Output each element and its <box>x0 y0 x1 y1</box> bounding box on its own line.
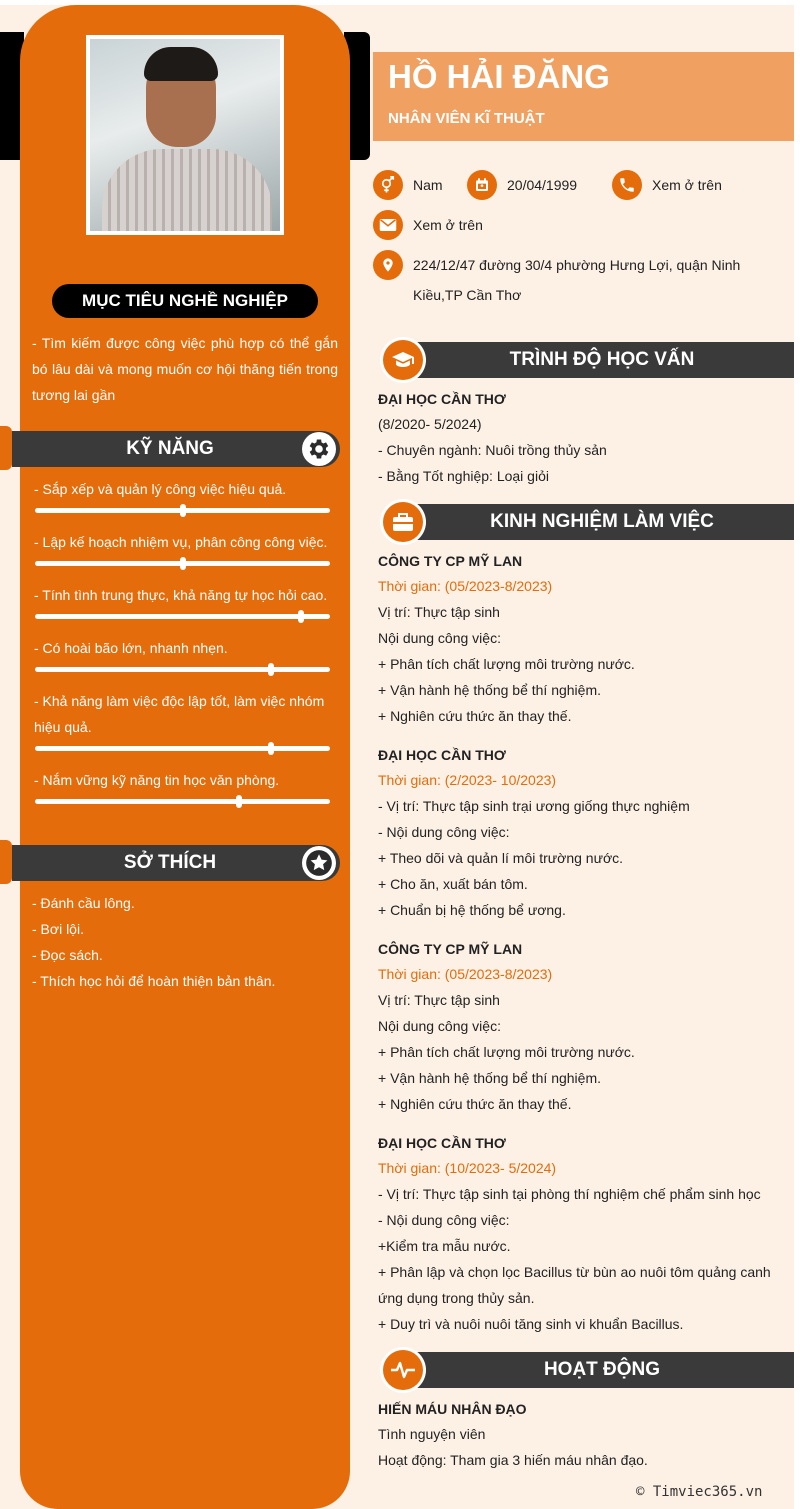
email: Xem ở trên <box>413 217 483 233</box>
experience-entry <box>378 1131 788 1337</box>
birthday: 20/04/1999 <box>507 177 578 193</box>
hobbies-header <box>0 845 340 881</box>
footer-watermark: © Timviec365.vn <box>636 1484 763 1500</box>
hobbies-title: SỞ THÍCH <box>123 852 217 873</box>
graduation-cap-icon <box>383 340 423 380</box>
experience-entry <box>378 937 788 1117</box>
skill-item: - Lập kế hoạch nhiệm vụ, phân công công việc. <box>34 534 328 550</box>
experience-line: + Cho ăn, xuất bán tôm. <box>378 876 528 892</box>
objective-text: - Tìm kiếm được công việc phù hợp có thể gắn bó lâu dài và mong muốn cơ hội thăng tiến trong tương lai gần <box>32 335 338 403</box>
location-icon <box>373 250 403 280</box>
hobbies-list <box>32 890 275 994</box>
gender-icon <box>373 170 403 200</box>
experience-time: Thời gian: (05/2023-8/2023) <box>378 578 553 594</box>
email-icon <box>373 210 403 240</box>
education-entry <box>378 387 788 489</box>
avatar <box>86 35 284 235</box>
star-icon <box>302 846 336 880</box>
experience-line: + Nghiên cứu thức ăn thay thế. <box>378 708 572 724</box>
phone: Xem ở trên <box>652 177 722 193</box>
skill-item: - Tính tình trung thực, khả năng tự học hỏi cao. <box>34 587 328 603</box>
education-line: - Chuyên ngành: Nuôi trồng thủy sản <box>378 442 607 458</box>
skill-item: - Nắm vững kỹ năng tin học văn phòng. <box>34 772 280 788</box>
education-line: - Bằng Tốt nghiệp: Loại giỏi <box>378 468 549 484</box>
experience-line: + Theo dõi và quản lí môi trường nước. <box>378 850 624 866</box>
skill-item: - Có hoài bão lớn, nhanh nhẹn. <box>34 640 228 656</box>
experience-line: + Vận hành hệ thống bể thí nghiệm. <box>378 1070 602 1086</box>
experience-line: Nội dung công việc: <box>378 630 501 646</box>
skills-title: KỸ NĂNG <box>126 438 214 459</box>
skill-bar <box>35 799 330 804</box>
list-item: - Bơi lội. <box>32 921 84 937</box>
address-line-1: 224/12/47 đường 30/4 phường Hưng Lợi, quận Ninh <box>413 257 741 273</box>
address-line-2: Kiều,TP Cần Thơ <box>413 287 522 303</box>
job-title: NHÂN VIÊN KĨ THUẬT <box>388 110 545 127</box>
skill-bar <box>35 561 330 566</box>
experience-line: Vị trí: Thực tập sinh <box>378 992 500 1008</box>
experience-entry <box>378 549 788 729</box>
experience-line: + Chuẩn bị hệ thống bể ương. <box>378 902 566 918</box>
experience-time: Thời gian: (10/2023- 5/2024) <box>378 1160 557 1176</box>
experience-line: + Phân tích chất lượng môi trường nước. <box>378 656 635 672</box>
list-item: - Đánh cầu lông. <box>32 895 135 911</box>
activities-org: HIẾN MÁU NHÂN ĐẠO <box>378 1401 527 1417</box>
experience-line: + Phân lập và chọn lọc Bacillus từ bùn ao nuôi tôm quảng canh ứng dụng trong thủy sản. <box>378 1264 771 1306</box>
skill-bar <box>35 614 330 619</box>
experience-line: + Duy trì và nuôi nuôi tăng sinh vi khuẩn Bacillus. <box>378 1316 684 1332</box>
sidebar <box>20 5 350 1509</box>
activities-line: Tình nguyện viên <box>378 1426 486 1442</box>
experience-line: - Vị trí: Thực tập sinh trại ương giống thực nghiệm <box>378 798 690 814</box>
experience-time: Thời gian: (2/2023- 10/2023) <box>378 772 557 788</box>
experience-line: - Nội dung công việc: <box>378 824 510 840</box>
phone-icon <box>612 170 642 200</box>
experience-line: + Phân tích chất lượng môi trường nước. <box>378 1044 635 1060</box>
experience-line: Vị trí: Thực tập sinh <box>378 604 500 620</box>
experience-header <box>380 499 794 545</box>
pulse-icon <box>383 1350 423 1390</box>
activities-title: HOẠT ĐỘNG <box>543 1359 661 1380</box>
gear-icon <box>302 432 336 466</box>
experience-line: +Kiểm tra mẫu nước. <box>378 1238 511 1254</box>
skills-header <box>0 431 340 467</box>
education-org: ĐẠI HỌC CẦN THƠ <box>378 391 506 407</box>
skill-item: - Khả năng làm việc độc lập tốt, làm việc nhóm hiệu quả. <box>34 693 325 735</box>
skill-item: - Sắp xếp và quản lý công việc hiệu quả. <box>34 481 287 497</box>
experience-org: CÔNG TY CP MỸ LAN <box>378 553 523 569</box>
list-item: - Thích học hỏi để hoàn thiện bản thân. <box>32 973 276 989</box>
list-item: - Đọc sách. <box>32 947 103 963</box>
activities-line: Hoạt động: Tham gia 3 hiến máu nhân đạo. <box>378 1452 648 1468</box>
skill-bar <box>35 746 330 751</box>
skill-bar <box>35 508 330 513</box>
experience-org: ĐẠI HỌC CẦN THƠ <box>378 747 506 763</box>
experience-line: Nội dung công việc: <box>378 1018 501 1034</box>
gender: Nam <box>413 177 443 193</box>
experience-line: - Vị trí: Thực tập sinh tại phòng thí nghiệm chế phẩm sinh học <box>378 1186 761 1202</box>
education-period: (8/2020- 5/2024) <box>378 416 482 432</box>
experience-org: CÔNG TY CP MỸ LAN <box>378 941 523 957</box>
experience-line: + Nghiên cứu thức ăn thay thế. <box>378 1096 572 1112</box>
experience-title: KINH NGHIỆM LÀM VIỆC <box>490 511 714 532</box>
objective-title: MỤC TIÊU NGHỀ NGHIỆP <box>52 284 318 318</box>
experience-entry <box>378 743 788 923</box>
candidate-name: HỒ HẢI ĐĂNG <box>388 58 610 95</box>
education-header <box>380 337 794 383</box>
experience-time: Thời gian: (05/2023-8/2023) <box>378 966 553 982</box>
calendar-icon <box>467 170 497 200</box>
experience-line: - Nội dung công việc: <box>378 1212 510 1228</box>
experience-line: + Vận hành hệ thống bể thí nghiệm. <box>378 682 602 698</box>
skill-bar <box>35 667 330 672</box>
activities-entry <box>378 1397 788 1473</box>
experience-org: ĐẠI HỌC CẦN THƠ <box>378 1135 506 1151</box>
activities-header <box>380 1347 794 1393</box>
education-title: TRÌNH ĐỘ HỌC VẤN <box>509 349 695 370</box>
briefcase-icon <box>383 502 423 542</box>
